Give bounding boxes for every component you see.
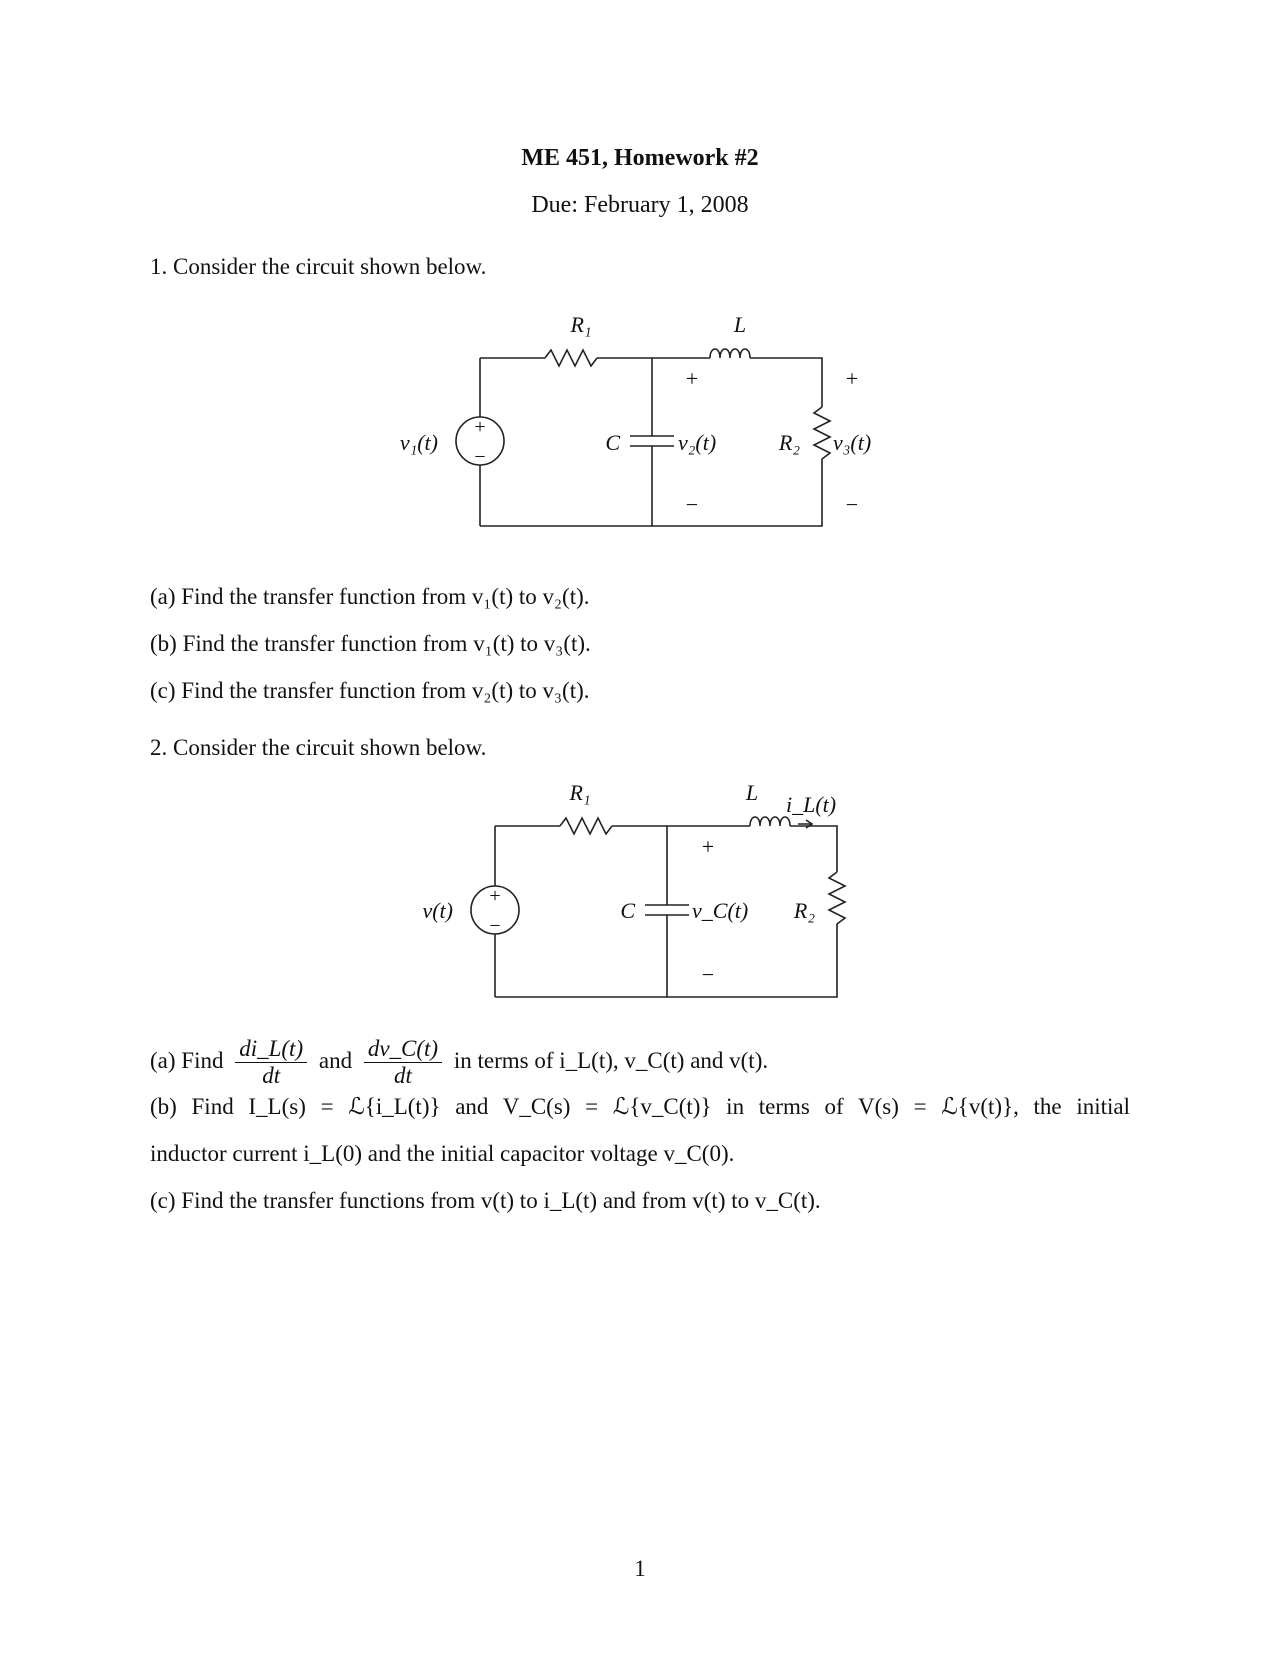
- c2-vc-plus: +: [701, 834, 715, 859]
- circuit-2: [471, 817, 845, 997]
- c1-resistor-r2: [814, 407, 830, 465]
- problem-2-intro: 2. Consider the circuit shown below.: [150, 735, 487, 760]
- c1-v3-plus: +: [845, 366, 859, 391]
- c2-resistor-r2: [829, 872, 845, 930]
- problem-2-part-b-line-1: (b) Find I_L(s) = ℒ{i_L(t)} and V_C(s) = ℒ{v_C(t)} in terms of V(s) = ℒ{v(t)}, the initial: [150, 1094, 1130, 1119]
- fraction-dvc-num: dv_C(t): [364, 1036, 442, 1063]
- c2-resistor-r1: [560, 818, 612, 834]
- c2-label-l: L: [745, 780, 759, 805]
- c2-label-source: v(t): [422, 898, 453, 923]
- problem-1-part-c: (c) Find the transfer function from v₂(t) to v₃(t).: [150, 678, 590, 703]
- problem-1-part-a: (a) Find the transfer function from v₁(t) to v₂(t).: [150, 584, 590, 609]
- c1-label-l: L: [733, 312, 747, 337]
- c2-label-r1: R₁: [569, 780, 591, 805]
- c2-wire-top-right: [790, 826, 837, 872]
- c2-wire-right-down: [495, 930, 837, 997]
- fraction-dil-den: dt: [262, 1063, 281, 1088]
- c2-source-plus: +: [489, 885, 501, 907]
- c1-v2-minus: −: [685, 492, 699, 517]
- c2-label-r2: R₂: [793, 898, 815, 923]
- c1-label-r1: R₁: [570, 312, 592, 337]
- c1-label-source: v₁(t): [399, 430, 438, 455]
- problem-2-part-a: [150, 1036, 768, 1089]
- c1-v3-minus: −: [845, 492, 859, 517]
- c2-label-vc: v_C(t): [692, 898, 749, 923]
- part-a-suffix: in terms of i_L(t), v_C(t) and v(t).: [453, 1047, 769, 1073]
- problem-1-intro: 1. Consider the circuit shown below.: [150, 254, 487, 279]
- circuit-1: [456, 349, 830, 526]
- c1-wire-right-down: [480, 465, 822, 526]
- homework-title: ME 451, Homework #2: [521, 145, 759, 171]
- c1-inductor-l: [710, 349, 750, 358]
- c2-capacitor-c: [645, 905, 689, 915]
- c1-wire-top-right: [750, 358, 822, 407]
- fraction-dil-dt: [235, 1036, 307, 1089]
- fraction-dvc-dt: [364, 1036, 442, 1089]
- fraction-dil-num: di_L(t): [235, 1036, 307, 1063]
- c2-source-minus: −: [489, 915, 501, 937]
- problem-1-part-b: (b) Find the transfer function from v₁(t) to v₃(t).: [150, 631, 591, 656]
- c2-label-c: C: [620, 898, 635, 923]
- c1-label-r2: R₂: [778, 430, 800, 455]
- c2-vc-minus: −: [701, 962, 715, 987]
- c1-resistor-r1: [545, 350, 597, 366]
- part-a-prefix: (a) Find: [150, 1047, 224, 1073]
- problem-2-part-c: (c) Find the transfer functions from v(t) to i_L(t) and from v(t) to v_C(t).: [150, 1188, 821, 1213]
- c1-label-c: C: [605, 430, 620, 455]
- c1-label-v3: v₃(t): [833, 430, 872, 455]
- c1-capacitor-c: [630, 436, 674, 446]
- c1-label-v2: v₂(t): [678, 430, 717, 455]
- part-a-and: and: [318, 1047, 353, 1073]
- page-number: 1: [634, 1556, 646, 1581]
- c1-source-minus: −: [474, 446, 486, 468]
- c1-source-plus: +: [474, 416, 486, 438]
- c2-label-il: i_L(t): [786, 792, 837, 817]
- fraction-dvc-den: dt: [394, 1063, 412, 1088]
- due-date: Due: February 1, 2008: [531, 192, 749, 218]
- problem-2-part-b-line-2: inductor current i_L(0) and the initial capacitor voltage v_C(0).: [150, 1141, 735, 1166]
- c2-inductor-l: [750, 817, 790, 826]
- c1-v2-plus: +: [685, 366, 699, 391]
